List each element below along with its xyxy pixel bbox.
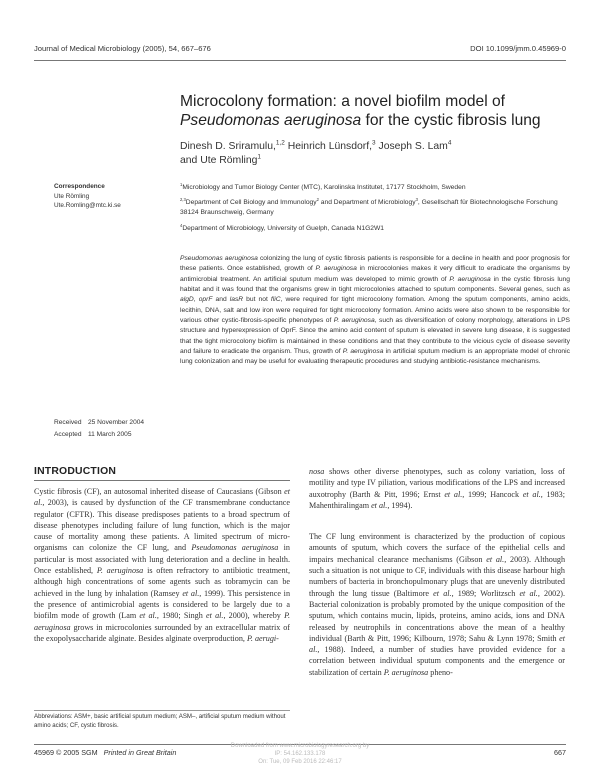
text: , 1980; Singh [156,611,206,621]
abstract-species: P. aeruginosa [342,348,384,356]
body-column-left [34,486,290,644]
footnote-rule [34,710,290,711]
download-timestamp: On: Tue, 09 Feb 2016 22:46:17 [258,759,342,765]
author-2: Heinrich Lünsdorf, [284,141,373,152]
affiliation-2-sup2: 2 [316,196,319,202]
text: shows other diverse phenotypes, such as colony variation, loss of motility and type IV piliation, various modifications of the LPS and increased auxotrophy (Barth & Pitt, 1996; Ernst [309,467,565,499]
abstract-species: Pseudomonas aeruginosa [180,255,258,262]
paragraph [309,466,565,511]
section-rule [34,480,290,481]
received-label: Received [54,419,82,426]
correspondence-block [54,182,121,211]
text: , 2000), whereby [223,611,285,621]
abstract-text: , such as diversification of colony morphology, alterations in LPS structure and hyperexpression of OprF. Since the amino acid content of sputum is elevated in severe lung disease, it is suggested that the tight microcolony biofilm is maintained in these conditions and that they contribute to the vicious cycle of disease severity and failure to eradicate the organism. Thus, growth of [180,317,571,356]
author-list [180,140,570,168]
abstract-text: colonizing the lung of cystic fibrosis patients is responsible for a decline in health and poor prognosis for these patients. Once established, growth of [180,255,571,273]
text: , 1994). [387,500,413,510]
et-al: et al. [522,489,541,499]
affiliation-1 [180,183,570,193]
text: , 2002). Bacterial colonization is probably promoted by the unique composition of the sputum, which contains mucin, lipids, proteins, amino acids, ions and DNA released by neutrophils in concentrations above the mean of a healthy individual (Barth & Pitt, 1996; Kilbourn, 1978; Sahu & Lynn 1978; Smith [309,588,566,643]
article-title [180,92,570,130]
affiliation-3-num: 4 [180,222,183,228]
affiliation-2-num: 2,3 [180,196,186,202]
et-al: et al. [433,588,452,598]
author-4: and Ute Römling [180,155,258,166]
et-al: et al. [486,554,505,564]
paragraph [309,531,565,678]
text: , 1988). Indeed, a number of studies have provided evidence for a correlation between individual sputum components and the emergence or stabilization of certain [309,645,565,677]
received-date-row [54,419,144,426]
abstract-text: in the cystic fibrosis lung habitat and it was found that the organisms grew in tight microcolonies attached to sputum components. Several genes, such as [180,275,570,294]
abstract-text: and [212,296,230,304]
paragraph [34,486,290,644]
species: nosa [309,467,325,476]
author-3-affil: 4 [447,139,452,147]
text: in particular is most associated with lung deterioration and a decline in health. Once established, [34,543,290,576]
body-column-right [309,466,565,678]
download-ip: IP: 54.162.133.178 [274,751,326,757]
author-3: Joseph S. Lam [375,141,448,152]
abstract-gene: lasR [229,296,244,304]
species: P. aeruginosa [96,566,144,576]
page-number: 667 [554,748,566,757]
text: , 2003), is caused by dysfunction of the CF transmembrane conductance regulator (CFTR). This disease predisposes patients to a broad spectrum of disease phenotypes including failure of lung function, which is the major cause of mortality among these patients. A limited spectrum of micro-organisms can colonize the CF lung, and [34,498,290,553]
text: is often refractory to antibiotic treatment, although high concentrations of some agents such as tobramycin can be achieved in the lung by inhalation (Ramsey [34,566,291,598]
doi: DOI 10.1099/jmm.0.45969-0 [470,44,566,53]
author-2-affil: 3 [372,139,376,147]
affiliation-1-num: 1 [180,181,183,187]
abstract-text: but not [243,296,271,304]
affiliation-3-text: Department of Microbiology, University of Guelph, Canada N1G2W1 [182,225,385,232]
title-species: Pseudomonas aeruginosa [180,112,362,129]
title-line-2: for the cystic fibrosis lung [361,112,541,129]
header-rule [34,60,566,61]
abstract-species: P. aeruginosa [315,265,357,273]
title-line-1: Microcolony formation: a novel biofilm model of [180,93,506,110]
section-heading-introduction: INTRODUCTION [34,466,117,477]
abstract-text: in artificial sputum medium is an appropriate model of chronic lung colonization and may be useful for evaluating therapeutic procedures and studying antibiotic-resistance mechanisms. [180,348,570,366]
et-al: et al. [206,611,224,621]
abbreviations-footnote: Abbreviations: ASM+, basic artificial sputum medium; ASM–, artificial sputum medium without amino acids; CF, cystic fibrosis. [34,713,286,729]
species: P. aeruginosa [383,667,429,677]
text: , 2003). Although such a situation is not unique to CF, individuals with this disease harbour high numbers of bacteria in bronchopulmonary plugs that are unevenly distributed through the lung tissue (Baltimore [309,554,566,598]
footer-printed: Printed in Great Britain [103,748,177,757]
author-1: Dinesh D. Sriramulu, [180,141,276,152]
received-date: 25 November 2004 [88,419,145,426]
accepted-label: Accepted [54,431,82,438]
accepted-date: 11 March 2005 [88,431,132,438]
affiliation-2-text2: and Department of Microbiology [318,199,416,206]
species: P. aerugi- [246,633,279,643]
affiliation-2-text3: , Gesellschaft für Biotechnologische Forschung 38124 Braunschweig, Germany [180,199,558,216]
affiliation-2-sup3: 3 [415,196,418,202]
accepted-date-row [54,431,132,438]
text: , 1999). This persistence in the presence of antimicrobial agents is considered to be largely due to a biofilm mode of growth (Lam [34,588,291,621]
abstract-gene: oprF [198,296,213,304]
abstract-text: , [193,296,199,304]
abstract-species: P. aeruginosa [449,275,491,283]
species: Pseudomonas aeruginosa [191,543,279,553]
et-al: et al. [139,611,157,621]
correspondence-label: Correspondence [54,183,105,190]
et-al: et al. [34,487,290,508]
text: , 1983; Mahenthiralingam [309,489,565,510]
abstract-text: in microcolonies makes it very difficult to eradicate the organisms by antimicrobial treatment. An artificial sputum medium was developed to mimic growth of [180,265,570,283]
et-al: et al. [309,633,565,655]
author-4-affil: 1 [257,153,261,161]
et-al: et al. [371,500,388,510]
species: P. aeruginosa [34,611,291,632]
text: The CF lung environment is characterized by the production of copious amounts of sputum, which covers the surface of the epithelial cells and impairs mechanical clearance mechanisms (Gibson [309,532,565,564]
text: Cystic fibrosis (CF), an autosomal inherited disease of Caucasians (Gibson [34,487,285,496]
download-watermark: Downloaded from www.microbiologyresearch.org by [230,743,370,749]
journal-citation: Journal of Medical Microbiology (2005), 54, 667–676 [34,44,211,53]
abstract-gene: algD [180,296,194,304]
et-al: et al. [519,588,538,598]
abstract-species: P. aeruginosa [333,317,375,325]
affiliation-3 [180,224,570,234]
abstract-gene: fliC [270,296,281,304]
correspondence-name: Ute Römling [54,192,90,200]
text: pheno- [428,667,453,677]
text: , 1999; Hancock [462,489,523,499]
correspondence-email[interactable]: Ute.Romling@mtc.ki.se [54,202,121,209]
abstract [180,254,570,368]
text: grows in microcolonies surrounded by an extracellular matrix of the exopolysaccharide alginate. Besides alginate overproduction, [34,622,290,643]
author-1-affil: 1,2 [275,139,285,147]
et-al: et al. [182,588,200,598]
affiliation-1-text: Microbiology and Tumor Biology Center (MTC), Karolinska Institutet, 17177 Stockholm, Sweden [182,184,466,191]
footer-code: 45969 © 2005 SGM [34,748,98,757]
et-al: et al. [444,489,463,499]
affiliation-2 [180,198,570,217]
text: , 1989; Worlitzsch [451,588,520,598]
abstract-text: , were required for tight microcolony formation. Among the sputum components, amino acids, lecithin, DNA, salt and low iron were required for tight microcolony formation. Amino acids were also shown to be responsible for various other cystic-fibrosis-specific phenotypes of [180,296,571,325]
affiliation-2-text: Department of Cell Biology and Immunology [185,199,317,206]
